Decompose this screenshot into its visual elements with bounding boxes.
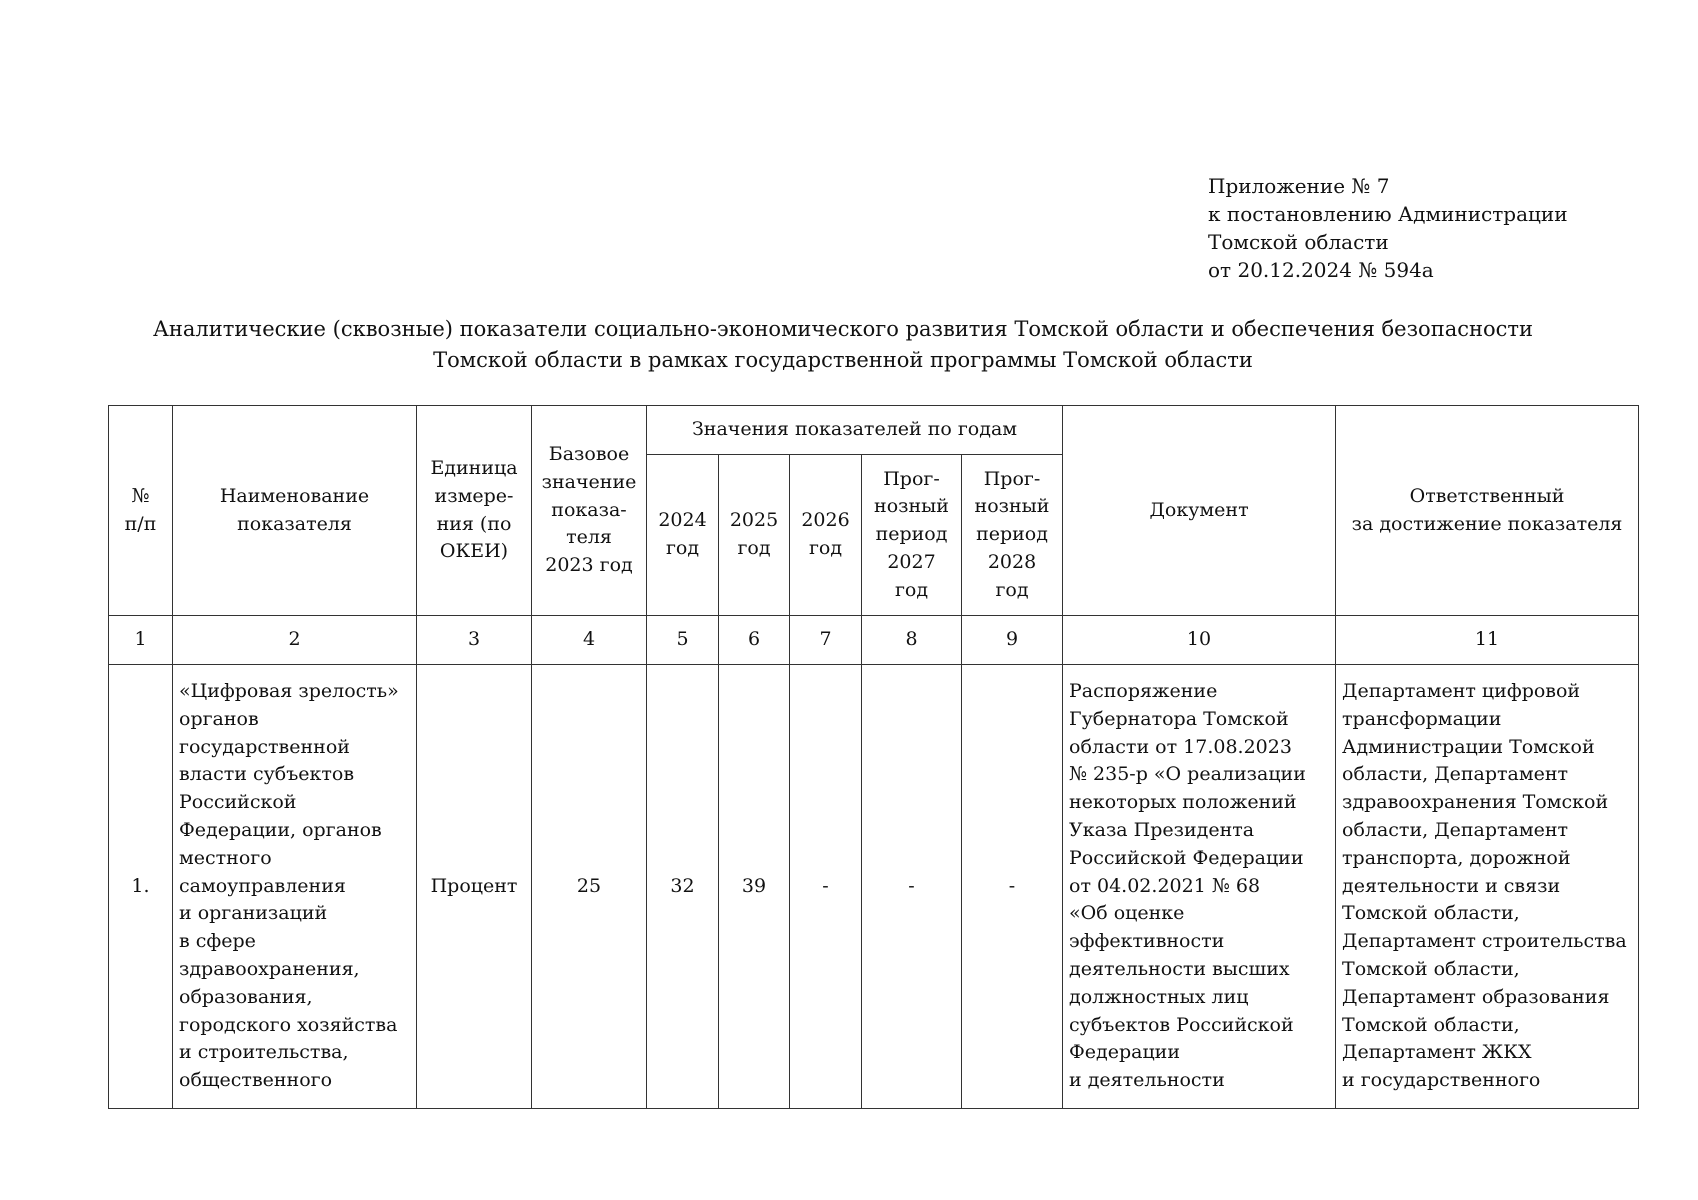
text-line: измере-: [434, 484, 514, 507]
text-line: значение: [541, 470, 637, 493]
text-line: Прог-: [983, 467, 1041, 490]
text-line: субъектов Российской: [1069, 1013, 1294, 1036]
row-value-2024: 32: [647, 665, 719, 1109]
text-line: некоторых положений: [1069, 791, 1297, 814]
text-line: от 04.02.2021 № 68: [1069, 874, 1261, 897]
text-line: деятельности высших: [1069, 957, 1290, 980]
header-base-value: [532, 406, 647, 616]
header-unit: [417, 406, 532, 616]
text-line: Прог-: [883, 467, 940, 490]
text-line: теля: [566, 526, 612, 549]
column-number: 10: [1063, 616, 1336, 665]
text-line: государственной: [179, 735, 350, 758]
text-line: №: [131, 484, 150, 507]
text-line: Ответственный: [1409, 484, 1565, 507]
text-line: Федерации, органов: [179, 819, 382, 841]
text-line: образования,: [179, 985, 313, 1008]
header-years-group: Значения показателей по годам: [647, 406, 1063, 455]
text-line: «Об оценке: [1069, 902, 1185, 925]
text-line: Департамент ЖКХ: [1342, 1041, 1532, 1064]
text-line: Томской области в рамках государственной программы Томской области: [433, 348, 1253, 372]
column-number: 11: [1336, 616, 1639, 665]
text-line: и государственного: [1342, 1069, 1541, 1092]
text-line: Федерации: [1069, 1041, 1181, 1064]
text-line: год: [808, 537, 843, 559]
text-line: Департамент образования: [1342, 985, 1610, 1008]
row-value-2026: -: [790, 665, 862, 1109]
text-line: к постановлению Администрации: [1208, 202, 1568, 226]
text-line: органов: [179, 707, 259, 730]
text-line: 2023 год: [545, 554, 633, 577]
text-line: ния (по: [436, 512, 512, 535]
text-line: № 235-р «О реализации: [1069, 763, 1306, 786]
row-num: 1.: [109, 665, 173, 1109]
text-line: городского хозяйства: [179, 1013, 398, 1036]
text-line: и строительства,: [179, 1041, 349, 1064]
text-line: нозный: [874, 495, 949, 518]
row-responsible: [1336, 665, 1639, 1109]
text-line: год: [894, 578, 929, 601]
column-number: 8: [862, 616, 962, 665]
column-number: 5: [647, 616, 719, 665]
column-number-row: [109, 616, 1639, 665]
text-line: Российской: [179, 791, 297, 814]
column-number: 4: [532, 616, 647, 665]
text-line: здравоохранения Томской: [1342, 791, 1609, 814]
column-number: 6: [719, 616, 790, 665]
text-line: и деятельности: [1069, 1069, 1225, 1092]
column-number: 1: [109, 616, 173, 665]
row-indicator-name: [173, 665, 417, 1109]
text-line: области, Департамент: [1342, 763, 1569, 786]
header-forecast-2027: [862, 455, 962, 616]
row-value-2028: -: [962, 665, 1063, 1109]
header-year-2025: [719, 455, 790, 616]
text-line: Департамент строительства: [1342, 930, 1627, 953]
text-line: трансформации: [1342, 707, 1502, 730]
column-number: 2: [173, 616, 417, 665]
text-line: эффективности: [1069, 930, 1225, 953]
text-line: от 20.12.2024 № 594а: [1208, 258, 1434, 282]
document-title: [108, 314, 1578, 376]
text-line: 2025: [729, 509, 779, 532]
row-document: [1063, 665, 1336, 1109]
column-number: 7: [790, 616, 862, 665]
column-number: 3: [417, 616, 532, 665]
text-line: самоуправления: [179, 874, 346, 897]
header-year-2024: [647, 455, 719, 616]
table-row: [109, 665, 1639, 1109]
text-line: и организаций: [179, 902, 328, 925]
text-line: здравоохранения,: [179, 957, 360, 980]
text-line: п/п: [124, 512, 157, 535]
text-line: период: [875, 523, 948, 546]
text-line: Томской области,: [1342, 902, 1520, 925]
text-line: за достижение показателя: [1351, 512, 1623, 535]
header-responsible: [1336, 406, 1639, 616]
text-line: Аналитические (сквозные) показатели социально-экономического развития Томской области и обеспечения безопасности: [152, 317, 1533, 341]
text-line: Администрации Томской: [1342, 735, 1595, 758]
row-unit: Процент: [417, 665, 532, 1109]
text-line: в сфере: [179, 930, 256, 953]
text-line: Приложение № 7: [1208, 174, 1390, 198]
header-row-top: [109, 406, 1639, 455]
text-line: местного: [179, 846, 272, 869]
text-line: Томской области,: [1342, 957, 1520, 980]
text-line: 2026: [801, 509, 850, 532]
text-line: год: [737, 537, 771, 559]
text-line: Томской области: [1208, 230, 1389, 254]
text-line: ОКЕИ): [439, 540, 509, 563]
text-line: «Цифровая зрелость»: [179, 680, 399, 703]
text-line: Распоряжение: [1069, 680, 1218, 703]
row-base-value: 25: [532, 665, 647, 1109]
text-line: должностных лиц: [1069, 985, 1249, 1008]
text-line: Губернатора Томской: [1069, 707, 1289, 730]
indicators-table: [108, 405, 1639, 1109]
text-line: Базовое: [548, 443, 630, 465]
row-value-2027: -: [862, 665, 962, 1109]
text-line: Наименование: [219, 484, 370, 507]
text-line: общественного: [179, 1069, 333, 1092]
row-value-2025: 39: [719, 665, 790, 1109]
text-line: 2024: [658, 509, 707, 532]
text-line: области от 17.08.2023: [1069, 735, 1292, 758]
text-line: 2028: [987, 550, 1037, 573]
text-line: год: [995, 578, 1029, 601]
text-line: 2027: [887, 550, 936, 573]
text-line: Документ: [1149, 498, 1249, 521]
text-line: Единица: [430, 456, 518, 479]
header-document: [1063, 406, 1336, 616]
header-year-2026: [790, 455, 862, 616]
appendix-block: [1208, 172, 1568, 284]
text-line: показателя: [237, 512, 352, 535]
text-line: Томской области,: [1342, 1013, 1520, 1036]
text-line: показа-: [551, 498, 627, 521]
header-name: [173, 406, 417, 616]
text-line: транспорта, дорожной: [1342, 846, 1571, 869]
text-line: период: [976, 523, 1048, 546]
text-line: власти субъектов: [179, 763, 355, 786]
text-line: год: [665, 537, 700, 559]
text-line: деятельности и связи: [1342, 874, 1561, 897]
text-line: области, Департамент: [1342, 819, 1569, 841]
text-line: Департамент цифровой: [1342, 680, 1581, 703]
column-number: 9: [962, 616, 1063, 665]
text-line: Указа Президента: [1069, 819, 1255, 841]
text-line: нозный: [974, 495, 1050, 518]
text-line: Российской Федерации: [1069, 846, 1304, 869]
header-num: [109, 406, 173, 616]
header-forecast-2028: [962, 455, 1063, 616]
